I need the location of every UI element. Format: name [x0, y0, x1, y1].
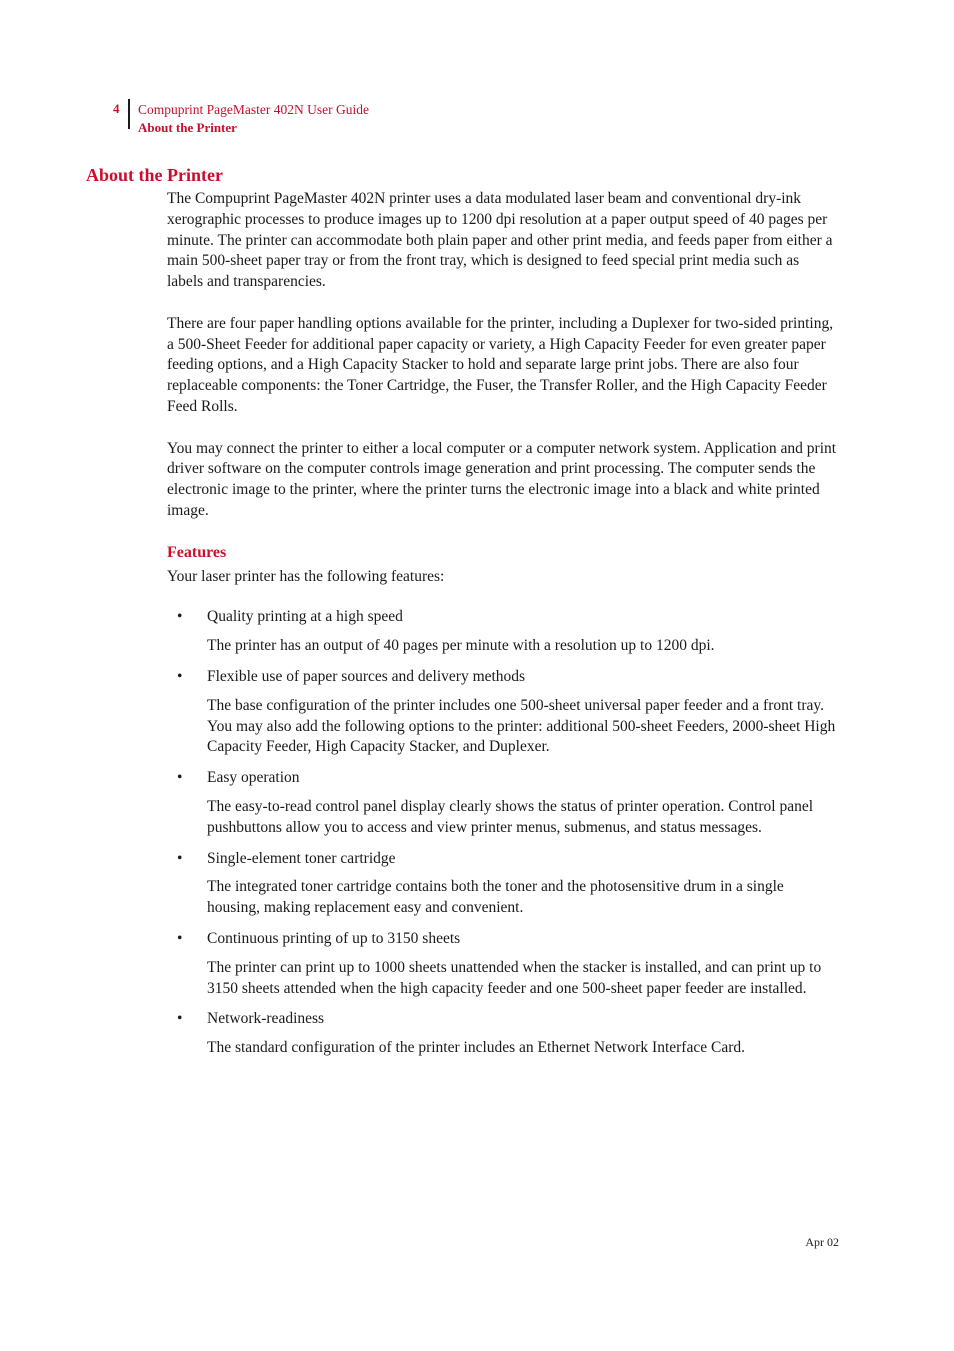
features-intro: Your laser printer has the following features:: [167, 567, 445, 585]
feature-description: The easy-to-read control panel display clearly shows the status of printer operation. Control panel pushbuttons allow you to access and view printer menus, submenus, and status messages.: [207, 797, 814, 836]
feature-description: The printer has an output of 40 pages per minute with a resolution up to 1200 dpi.: [207, 637, 715, 655]
feature-heading: Flexible use of paper sources and delivery methods: [207, 667, 526, 685]
feature-item: [167, 667, 839, 758]
feature-description: The standard configuration of the printer includes an Ethernet Network Interface Card.: [207, 1039, 745, 1057]
intro-paragraph: The Compuprint PageMaster 402N printer uses a data modulated laser beam and conventional dry-ink xerographic processes to produce images up to 1200 dpi resolution at a paper output speed of 40 pages per minute. The printer can accommodate both plain paper and other print media, and feeds paper from either a main 500-sheet paper tray or from the front tray, which is designed to feed special print media such as labels and transparencies.: [167, 190, 833, 291]
feature-heading: Quality printing at a high speed: [207, 608, 403, 626]
feature-item: [167, 768, 839, 838]
guide-title: Compuprint PageMaster 402N User Guide: [138, 102, 369, 117]
feature-heading: Easy operation: [207, 769, 300, 787]
main-content: [167, 189, 839, 1069]
header-divider: [128, 99, 130, 129]
bullet-icon: •: [177, 608, 183, 626]
bullet-icon: •: [177, 667, 183, 685]
page-number: 4: [113, 101, 120, 116]
section-title: About the Printer: [86, 165, 223, 185]
bullet-icon: •: [177, 849, 183, 867]
header-text: [138, 101, 369, 137]
feature-heading-row: [167, 667, 839, 688]
bullet-icon: •: [177, 769, 183, 787]
feature-list: [167, 607, 839, 1059]
feature-heading: Continuous printing of up to 3150 sheets: [207, 929, 461, 947]
header-section: About the Printer: [138, 120, 237, 135]
intro-paragraph: There are four paper handling options available for the printer, including a Duplexer for two-sided printing, a 500-Sheet Feeder for additional paper capacity or variety, a High Capacity Feeder for even greater paper feeding options, and a High Capacity Stacker to hold and separate large print jobs. There are also four replaceable components: the Toner Cartridge, the Fuser, the Transfer Roller, and the High Capacity Feeder Feed Rolls.: [167, 314, 834, 415]
feature-heading-row: [167, 849, 839, 870]
bullet-icon: •: [177, 1010, 183, 1028]
feature-heading-row: [167, 1009, 839, 1030]
feature-heading-row: [167, 768, 839, 789]
feature-description: The base configuration of the printer includes one 500-sheet universal paper feeder and a front tray. You may also add the following options to the printer: additional 500-sheet Feeders, 2000-sheet High Capacity Feeder, High Capacity Stacker, and Duplexer.: [207, 696, 836, 756]
feature-description: The printer can print up to 1000 sheets unattended when the stacker is installed, and can print up to 3150 sheets attended when the high capacity feeder and one 500-sheet paper feeder are installed.: [207, 958, 822, 997]
feature-heading-row: [167, 929, 839, 950]
intro-paragraph: You may connect the printer to either a local computer or a computer network system. Application and print driver software on the computer controls image generation and print processing. The computer sends the electronic image to the printer, where the printer turns the electronic image into a black and white printed image.: [167, 439, 837, 519]
feature-item: [167, 1009, 839, 1059]
footer-date: Apr 02: [805, 1235, 839, 1249]
feature-item: [167, 929, 839, 999]
bullet-icon: •: [177, 929, 183, 947]
feature-heading: Single-element toner cartridge: [207, 849, 396, 867]
feature-item: [167, 607, 839, 657]
feature-heading-row: [167, 607, 839, 628]
feature-description: The integrated toner cartridge contains both the toner and the photosensitive drum in a single housing, making replacement easy and convenient.: [207, 878, 784, 917]
features-title: Features: [167, 543, 227, 561]
feature-item: [167, 849, 839, 919]
feature-heading: Network-readiness: [207, 1010, 325, 1028]
